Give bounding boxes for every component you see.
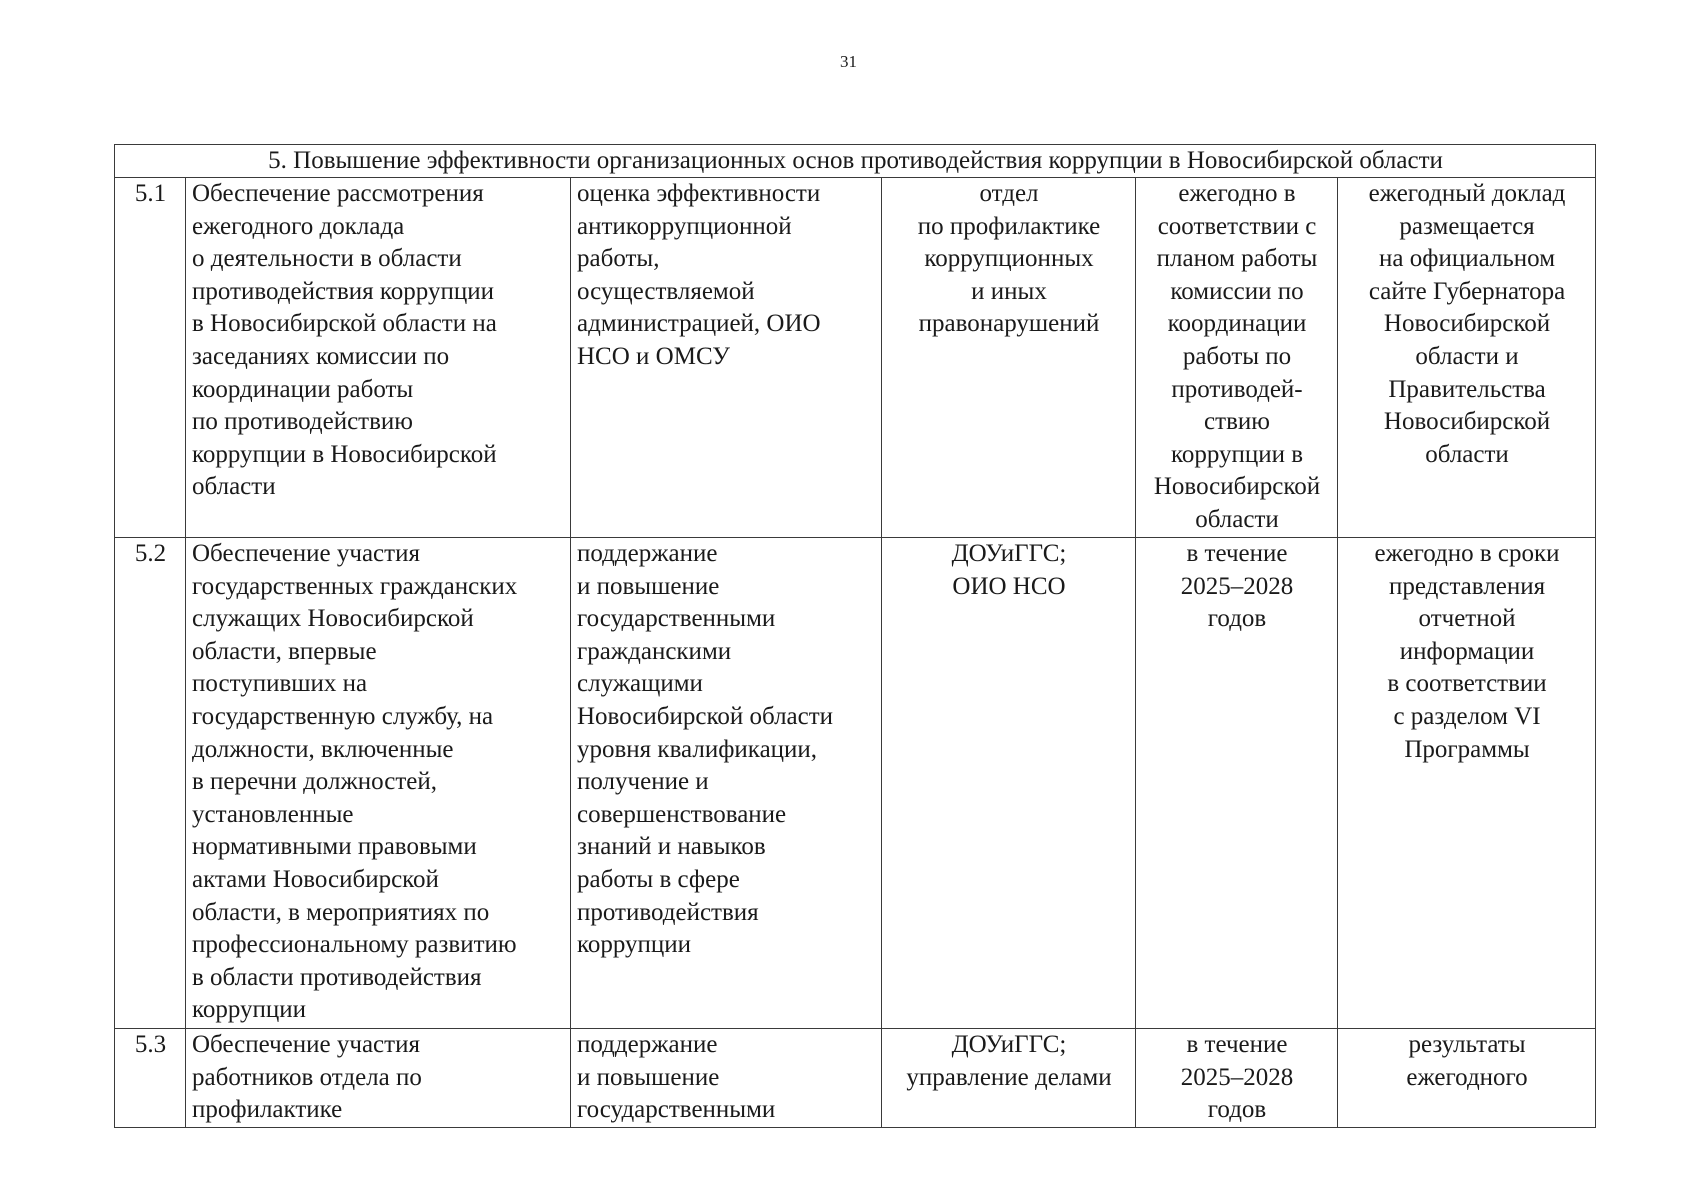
cell-text-line: Правительства (1388, 375, 1546, 403)
cell-text-line: годов (1207, 605, 1267, 633)
row-number: 5.3 (115, 1029, 186, 1128)
cell-text-line: соответствии с (1157, 212, 1317, 240)
cell-text-line: администрацией, ОИО (577, 310, 821, 338)
cell-text-line: ДОУиГГС; (951, 540, 1067, 567)
cell-text-line: и иных (971, 277, 1047, 305)
cell-text-line: государственными (577, 1096, 776, 1124)
cell-text-line: государственную службу, на (192, 702, 494, 730)
cell-text-line: результаты (1408, 1031, 1526, 1058)
table-row (115, 538, 1596, 1029)
cell-text-line: коррупции в Новосибирской (192, 440, 497, 468)
row-number: 5.1 (115, 178, 186, 538)
term-cell (1136, 538, 1338, 1029)
cell-text-line: в соответствии (1387, 670, 1547, 698)
goal-cell (571, 1029, 882, 1128)
cell-text-line: по противодействию (192, 408, 413, 436)
cell-text-line: в области противодействия (192, 963, 482, 991)
cell-text-line: противодействия (577, 898, 759, 926)
cell-text-line: правонарушений (918, 310, 1100, 338)
cell-text-line: коррупционных (924, 245, 1094, 273)
cell-text-line: о деятельности в области (192, 245, 462, 273)
section-title: 5. Повышение эффективности организационных основ противодействия коррупции в Новосибирской области (115, 145, 1596, 178)
cell-text-line: противодей- (1171, 375, 1303, 403)
term-cell (1136, 178, 1338, 538)
cell-text-line: ежегодно в (1178, 180, 1296, 207)
cell-text-line: отчетной (1418, 605, 1516, 633)
cell-text-line: ДОУиГГС; (951, 1031, 1067, 1058)
cell-text-line: государственными (577, 605, 776, 633)
cell-text-line: комиссии по (1170, 277, 1304, 305)
cell-text-line: ежегодного доклада (192, 212, 405, 240)
goal-cell (571, 538, 882, 1029)
cell-text-line: заседаниях комиссии по (192, 342, 450, 370)
cell-text-line: актами Новосибирской (192, 865, 439, 893)
cell-text-line: управление делами (906, 1063, 1112, 1091)
cell-text-line: информации (1399, 637, 1535, 665)
cell-text-line: коррупции в (1170, 440, 1304, 468)
cell-text-line: государственных гражданских (192, 572, 518, 600)
cell-text-line: координации работы (192, 375, 414, 403)
cell-text-line: работы по (1182, 342, 1292, 370)
cell-text-line: профессиональному развитию (192, 931, 517, 959)
cell-text-line: работы, (577, 245, 660, 273)
cell-text-line: НСО и ОМСУ (577, 342, 730, 370)
term-cell (1136, 1029, 1338, 1128)
cell-text-line: в течение (1186, 1031, 1288, 1058)
cell-text-line: знаний и навыков (577, 833, 766, 861)
cell-text-line: и повышение (577, 1063, 720, 1091)
cell-text-line: и повышение (577, 572, 720, 600)
cell-text-line: работы в сфере (577, 865, 740, 893)
cell-text-line: области (1425, 440, 1509, 468)
cell-text-line: поступивших на (192, 670, 368, 698)
cell-text-line: служащих Новосибирской (192, 605, 474, 633)
table-row (115, 178, 1596, 538)
cell-text-line: области, впервые (192, 637, 377, 665)
cell-text-line: Новосибирской (1383, 408, 1551, 436)
cell-text-line: должности, включенные (192, 735, 454, 763)
cell-text-line: поддержание (577, 1031, 718, 1058)
cell-text-line: Обеспечение рассмотрения (192, 180, 484, 207)
cell-text-line: ОИО НСО (952, 572, 1066, 600)
cell-text-line: совершенствование (577, 800, 787, 828)
table-row (115, 1029, 1596, 1128)
cell-text-line: установленные (192, 800, 354, 828)
cell-text-line: размещается (1399, 212, 1535, 240)
measure-cell (186, 538, 571, 1029)
measure-cell (186, 1029, 571, 1128)
cell-text-line: представления (1388, 572, 1546, 600)
cell-text-line: координации (1167, 310, 1307, 338)
cell-text-line: антикоррупционной (577, 212, 792, 240)
cell-text-line: по профилактике (917, 212, 1101, 240)
cell-text-line: годов (1207, 1096, 1267, 1124)
row-number: 5.2 (115, 538, 186, 1029)
cell-text-line: коррупции (577, 931, 692, 959)
cell-text-line: коррупции (192, 996, 307, 1024)
cell-text-line: профилактике (192, 1096, 343, 1124)
cell-text-line: уровня квалификации, (577, 735, 818, 763)
cell-text-line: отдел (979, 180, 1039, 207)
result-cell (1338, 1029, 1596, 1128)
cell-text-line: осуществляемой (577, 277, 755, 305)
result-cell (1338, 538, 1596, 1029)
cell-text-line: на официальном (1379, 245, 1556, 273)
cell-text-line: ствию (1204, 408, 1270, 436)
executor-cell (882, 538, 1136, 1029)
cell-text-line: в перечни должностей, (192, 768, 437, 796)
cell-text-line: с разделом VI (1393, 702, 1541, 730)
cell-text-line: Новосибирской (1383, 310, 1551, 338)
cell-text-line: Программы (1404, 735, 1530, 763)
cell-text-line: Обеспечение участия (192, 540, 420, 567)
cell-text-line: противодействия коррупции (192, 277, 494, 305)
cell-text-line: гражданскими (577, 637, 732, 665)
executor-cell (882, 178, 1136, 538)
measures-table (114, 144, 1596, 1128)
cell-text-line: в течение (1186, 540, 1288, 567)
cell-text-line: 2025–2028 (1180, 572, 1294, 600)
cell-text-line: Обеспечение участия (192, 1031, 420, 1058)
cell-text-line: служащими (577, 670, 703, 698)
result-cell (1338, 178, 1596, 538)
cell-text-line: области, в мероприятиях по (192, 898, 490, 926)
cell-text-line: планом работы (1156, 245, 1318, 273)
cell-text-line: получение и (577, 768, 709, 796)
cell-text-line: Новосибирской области (577, 702, 834, 730)
section-header-row (115, 145, 1596, 178)
cell-text-line: в Новосибирской области на (192, 310, 497, 338)
measure-cell (186, 178, 571, 538)
cell-text-line: поддержание (577, 540, 718, 567)
cell-text-line: оценка эффективности (577, 180, 821, 207)
page-number: 31 (840, 52, 857, 71)
executor-cell (882, 1029, 1136, 1128)
cell-text-line: работников отдела по (192, 1063, 422, 1091)
cell-text-line: ежегодного (1406, 1063, 1528, 1091)
cell-text-line: сайте Губернатора (1368, 277, 1566, 305)
goal-cell (571, 178, 882, 538)
cell-text-line: ежегодный доклад (1368, 180, 1566, 207)
cell-text-line: области (192, 473, 276, 501)
cell-text-line: области (1195, 505, 1279, 533)
cell-text-line: нормативными правовыми (192, 833, 477, 861)
cell-text-line: 2025–2028 (1180, 1063, 1294, 1091)
cell-text-line: области и (1415, 342, 1519, 370)
cell-text-line: ежегодно в сроки (1374, 540, 1560, 567)
cell-text-line: Новосибирской (1153, 473, 1321, 501)
